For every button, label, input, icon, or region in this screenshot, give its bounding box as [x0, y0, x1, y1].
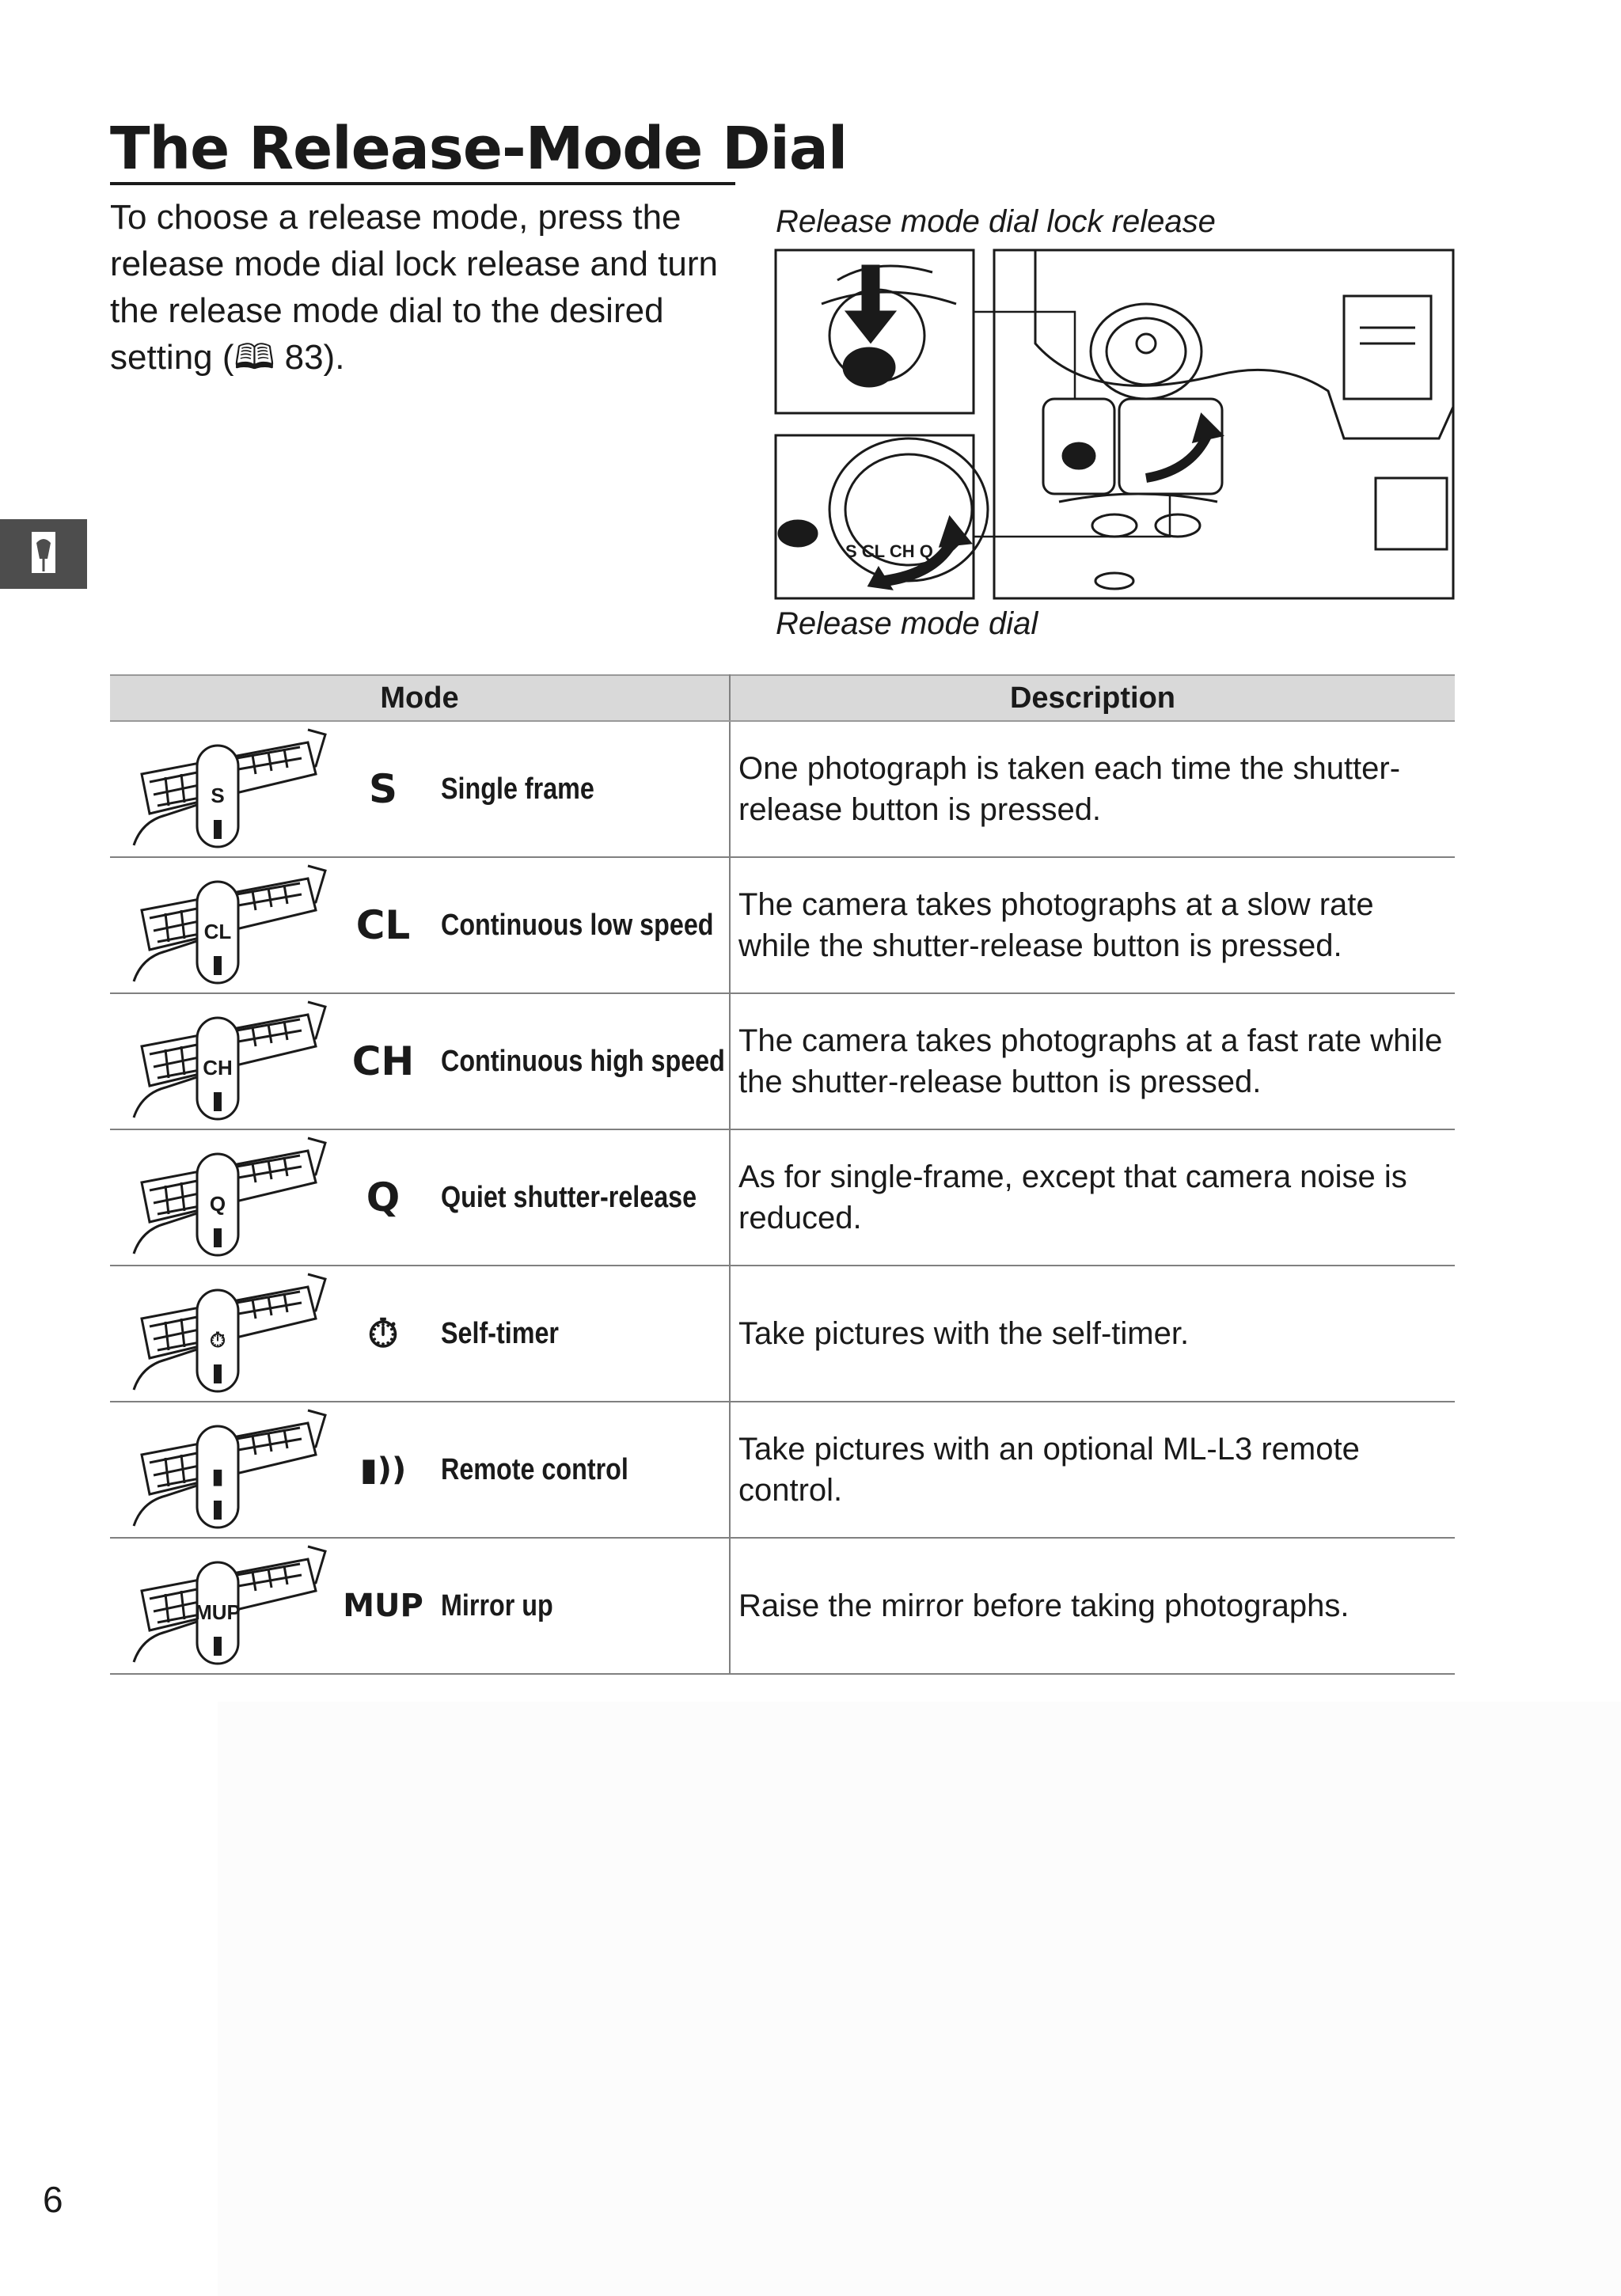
mode-name: Single frame [441, 772, 594, 806]
camera-top-diagram [774, 249, 1455, 602]
description-cell [730, 1402, 1455, 1538]
release-dial-mirror-up-icon [118, 1543, 332, 1670]
mode-cell [110, 1402, 730, 1538]
mode-description: The camera takes photographs at a fast rate while the shutter-release button is pressed. [738, 1023, 1443, 1099]
release-dial-quiet-shutter-release-icon [118, 1135, 332, 1262]
mode-name: Self-timer [441, 1316, 559, 1350]
mode-cell [110, 1538, 730, 1674]
table-row [110, 857, 1455, 993]
chapter-side-tab [0, 519, 87, 589]
release-dial-self-timer-icon [118, 1271, 332, 1398]
mode-description: The camera takes photographs at a slow rate while the shutter-release button is pressed. [738, 887, 1374, 963]
mode-name: Quiet shutter-release [441, 1180, 697, 1214]
weathervane-icon [0, 519, 87, 589]
mode-symbol: S [368, 766, 397, 812]
dial-position-label: MUP [195, 1600, 241, 1624]
camera-main-view [994, 250, 1453, 598]
description-cell [730, 1538, 1455, 1674]
dial-position-label: CL [203, 920, 232, 943]
dial-position-label: S [211, 784, 225, 807]
page-background-shade [218, 1702, 1621, 2296]
mode-symbol: MUP [343, 1588, 423, 1624]
table-row [110, 1402, 1455, 1538]
mode-name: Remote control [441, 1452, 628, 1486]
mode-symbol: ▮)) [359, 1452, 407, 1488]
mode-name: Continuous high speed [441, 1044, 725, 1078]
release-dial-continuous-low-speed-icon [118, 863, 332, 989]
release-mode-table [110, 674, 1455, 1675]
dial-position-label: ▮ [211, 1464, 224, 1488]
table-row [110, 721, 1455, 857]
mode-cell [110, 857, 730, 993]
table-row [110, 1266, 1455, 1402]
release-dial-remote-control-icon [118, 1407, 332, 1534]
table-row [110, 1538, 1455, 1674]
release-dial-continuous-high-speed-icon [118, 999, 332, 1125]
page-title: The Release-Mode Dial [110, 117, 735, 185]
mode-symbol: ⏱ [367, 1310, 399, 1357]
mode-name: Continuous low speed [441, 908, 714, 942]
dial-position-label: Q [209, 1192, 226, 1216]
mode-cell [110, 1129, 730, 1266]
mode-symbol: CL [355, 902, 411, 948]
description-cell [730, 857, 1455, 993]
description-cell [730, 1129, 1455, 1266]
description-cell [730, 993, 1455, 1129]
mode-symbol: Q [366, 1175, 401, 1220]
caption-release-mode-dial: Release mode dial [776, 606, 1038, 641]
mode-name: Mirror up [441, 1588, 553, 1622]
dial-position-label: CH [203, 1056, 233, 1080]
header-description: Description [730, 675, 1455, 721]
release-dial-single-frame-icon [118, 727, 332, 853]
dial-position-label: ⏱ [209, 1328, 226, 1352]
table-row [110, 993, 1455, 1129]
mode-cell [110, 1266, 730, 1402]
table-row [110, 1129, 1455, 1266]
mode-cell [110, 721, 730, 857]
mode-description: Take pictures with the self-timer. [738, 1316, 1190, 1351]
table-header-row [110, 675, 1455, 721]
mode-description: One photograph is taken each time the shutter-release button is pressed. [738, 751, 1401, 827]
mode-description: Take pictures with an optional ML-L3 remote control. [738, 1432, 1360, 1508]
description-cell [730, 1266, 1455, 1402]
mode-description: Raise the mirror before taking photographs. [738, 1588, 1350, 1623]
mode-description: As for single-frame, except that camera noise is reduced. [738, 1159, 1407, 1235]
caption-dial-lock-release: Release mode dial lock release [776, 204, 1216, 239]
intro-paragraph: To choose a release mode, press the release mode dial lock release and turn the release mode dial to the desired setting (🕮 83). [110, 198, 719, 377]
mode-cell [110, 993, 730, 1129]
mode-symbol: CH [351, 1038, 415, 1084]
page-number: 6 [43, 2179, 63, 2220]
header-mode: Mode [110, 675, 730, 721]
description-cell [730, 721, 1455, 857]
svg-text:S CL CH Q: S CL CH Q [845, 541, 933, 561]
